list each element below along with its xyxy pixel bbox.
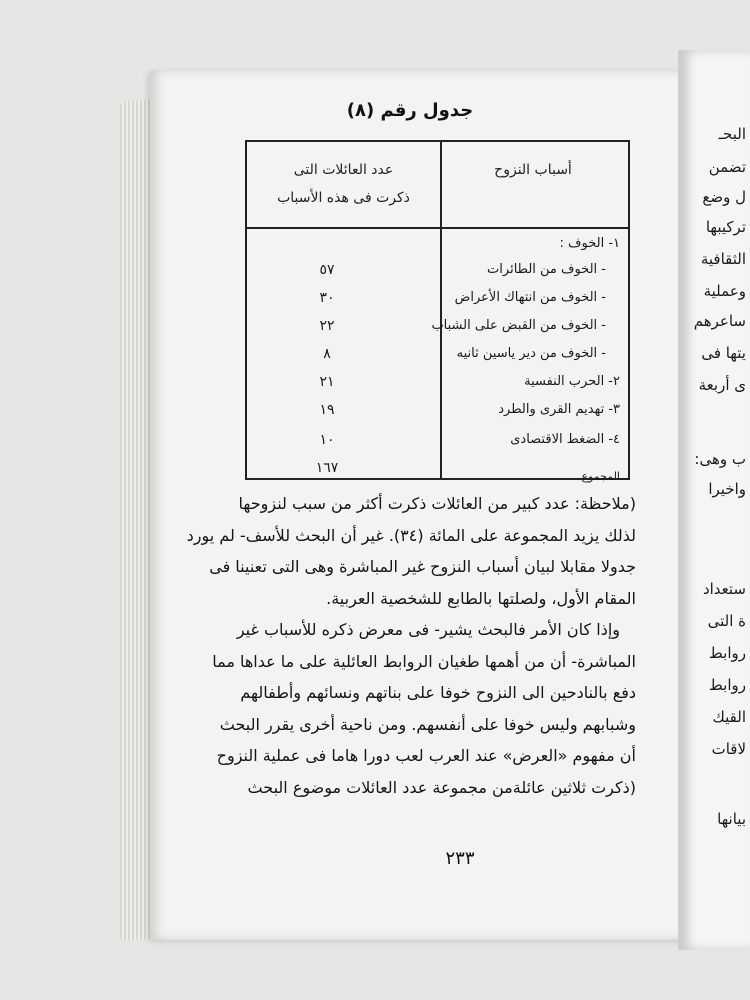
row-count: ١٩	[319, 402, 335, 418]
body-line: أن مفهوم «العرض» عند العرب لعب دورا هاما فى عملية النزوح	[216, 746, 636, 765]
row-cause: المجموع	[581, 470, 620, 483]
next-page-text-fragment: القيك	[712, 708, 746, 726]
table-row	[247, 374, 628, 400]
row-count: ١٦٧	[315, 460, 339, 476]
table-row	[247, 236, 628, 262]
next-page-text-fragment: ستعداد	[702, 580, 746, 598]
table-title: جدول رقم (٨)	[346, 100, 474, 121]
body-line: (ذكرت ثلاثين عائلةمن مجموعة عدد العائلات موضوع البحث	[247, 777, 636, 797]
next-page-text-fragment: ى أربعة	[698, 376, 746, 394]
body-line: لذلك يزيد المجموعة على المائة (٣٤). غير أن البحث للأسف- لم يورد	[186, 525, 636, 545]
row-cause: - الخوف من القبض على الشباب	[431, 318, 606, 333]
body-line: دفع بالنادحين الى النزوح خوفا على بناتهم ونسائهم وأطفالهم	[240, 683, 636, 702]
row-count: ١٠	[319, 432, 335, 448]
header-causes: أسباب النزوح	[494, 162, 572, 178]
next-page-text-fragment: البحـ	[718, 125, 746, 143]
next-page-text-fragment: لاقات	[711, 740, 746, 758]
table-row	[247, 402, 628, 428]
body-line: (ملاحظة: عدد كبير من العائلات ذكرت أكثر من سبب لنزوحها	[238, 494, 636, 513]
row-cause: - الخوف من دير ياسين ثانيه	[456, 346, 606, 361]
next-page-text-fragment: ة التى	[707, 612, 746, 630]
next-page-edge	[678, 50, 750, 950]
next-page-text-fragment: ب وهى:	[694, 450, 746, 468]
row-count: ٢٢	[319, 318, 335, 334]
table-row	[247, 290, 628, 316]
header-count-line1: عدد العائلات التى	[293, 162, 394, 178]
table-row	[247, 262, 628, 288]
next-page-text-fragment: روابط	[708, 676, 746, 694]
table-row	[247, 318, 628, 344]
row-count: ٢١	[319, 374, 335, 390]
next-page-text-fragment: تضمن	[708, 158, 746, 176]
row-count: ٨	[323, 346, 331, 362]
body-text	[186, 488, 636, 803]
body-line: المقام الأول، ولصلتها بالطابع للشخصية العربية.	[326, 588, 636, 608]
table-row	[247, 432, 628, 458]
next-page-text-fragment: ل وضع	[702, 188, 746, 206]
body-line: وشبابهم وليس خوفا على أنفسهم. ومن ناحية أخرى يقرر البحث	[219, 714, 636, 734]
next-page-text-fragment: روابط	[708, 644, 746, 662]
row-count: ٣٠	[319, 290, 335, 306]
next-page-text-fragment: واخيرا	[708, 480, 746, 498]
next-page-text-fragment: تركيبها	[705, 218, 746, 236]
header-family-count	[247, 156, 440, 212]
body-line: جدولا مقابلا لبيان أسباب النزوح غير المباشرة وهى التى تعنينا فى	[209, 557, 636, 576]
row-cause: ٤- الضغط الاقتصادى	[510, 432, 620, 447]
table-header-divider	[247, 227, 628, 229]
header-count-line2: ذكرت فى هذه الأسباب	[277, 190, 410, 206]
body-line: وإذا كان الأمر فالبحث يشير- فى معرض ذكره للأسباب غير	[236, 620, 620, 639]
table-row	[247, 460, 628, 486]
row-cause: - الخوف من الطائرات	[487, 262, 606, 277]
next-page-text-fragment: ساعرهم	[693, 312, 746, 330]
row-cause: ٣- تهديم القرى والطرد	[498, 402, 620, 417]
data-table	[245, 140, 630, 483]
row-cause: ٢- الحرب النفسية	[524, 374, 620, 389]
next-page-text-fragment: الثقافية	[700, 250, 746, 268]
row-cause: ١- الخوف :	[559, 236, 620, 251]
page-number: ٢٣٣	[445, 848, 475, 869]
table-row	[247, 346, 628, 372]
next-page-text-fragment: وعملية	[703, 282, 746, 300]
body-line: المباشرة- أن من أهمها طغيان الروابط العائلية على ما عداها مما	[212, 651, 636, 671]
row-cause: - الخوف من انتهاك الأعراض	[454, 290, 606, 305]
row-count: ٥٧	[319, 262, 335, 278]
next-page-text-fragment: بيانها	[717, 810, 746, 828]
next-page-text-fragment: يتها فى	[701, 344, 746, 362]
